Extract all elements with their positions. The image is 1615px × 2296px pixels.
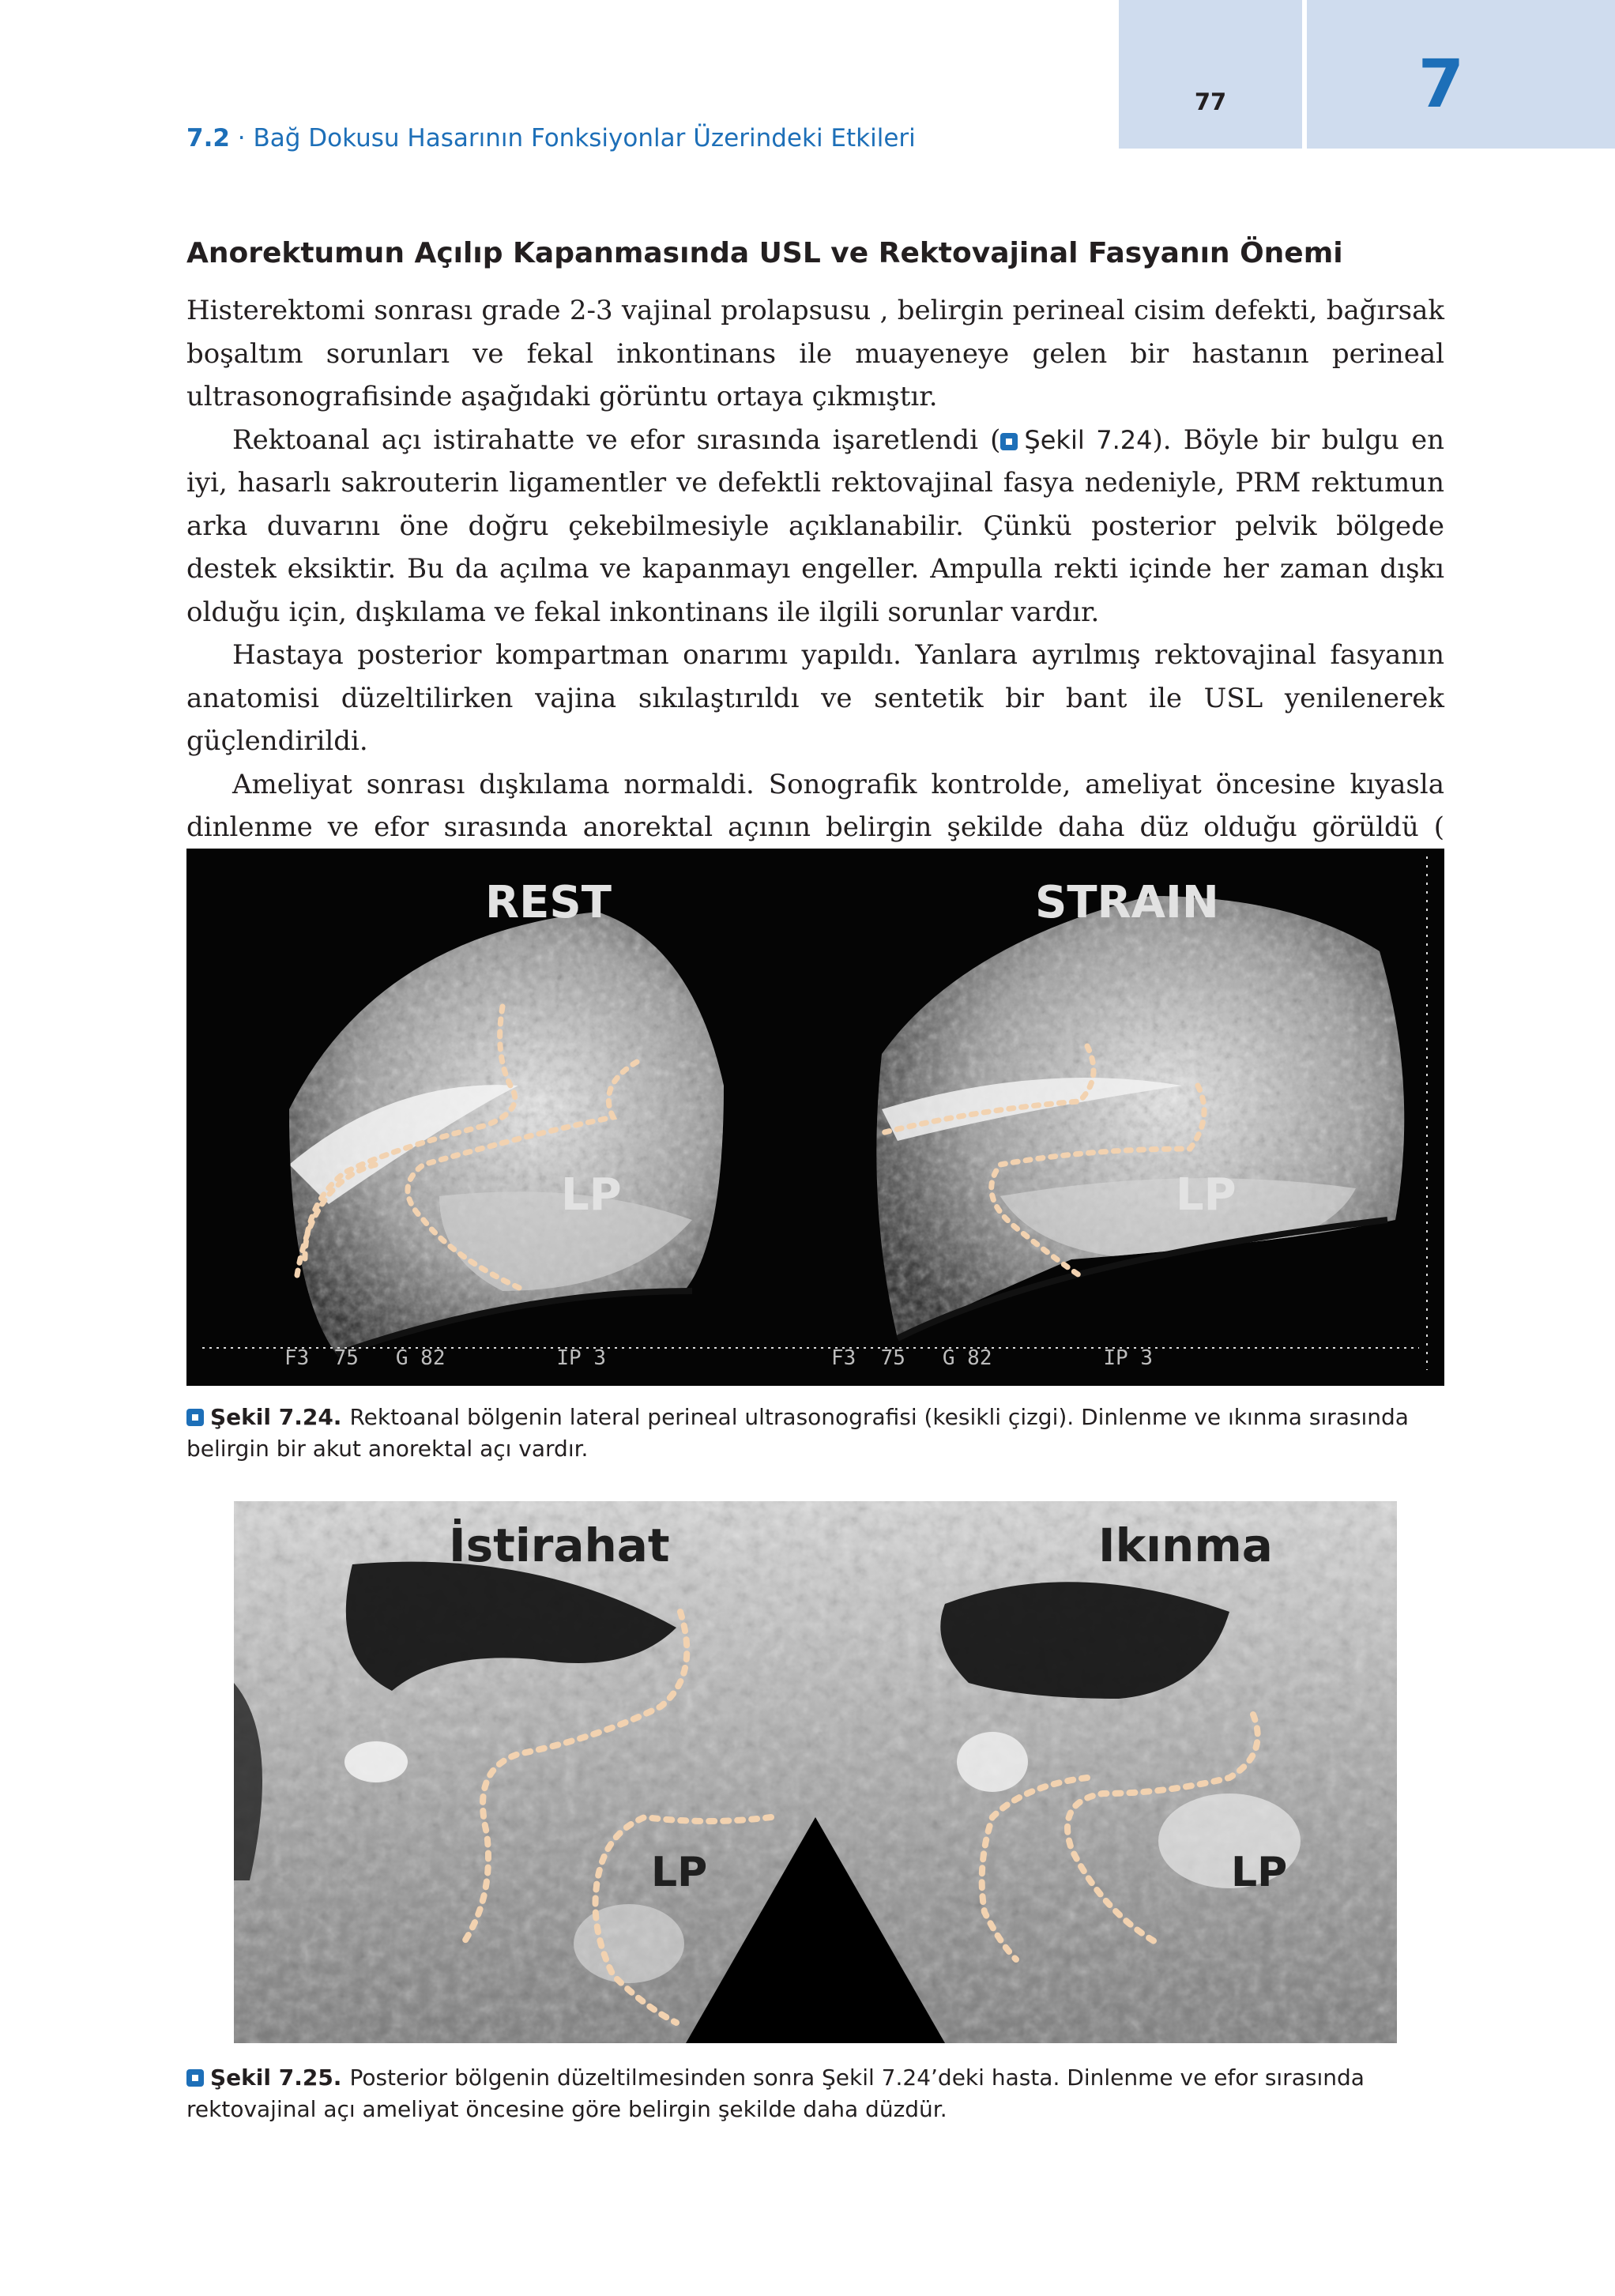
figure-7-24-caption [186, 1402, 1444, 1465]
running-header [186, 124, 916, 152]
page-number: 77 [1194, 88, 1227, 115]
figure-ref-icon [1000, 433, 1018, 450]
section-heading: Anorektumun Açılıp Kapanmasında USL ve Rektovajinal Fasyanın Önemi [186, 237, 1343, 269]
header-separator: · [229, 124, 254, 152]
page-number-tab [1119, 0, 1302, 149]
label-lp-right: LP [1176, 1169, 1237, 1221]
chapter-number: 7 [1417, 45, 1465, 122]
figure-caption-icon [186, 2069, 204, 2087]
ultrasound-image-rest-strain-postop [234, 1501, 1397, 2043]
figure-7-24-ultrasound [186, 849, 1444, 1386]
figure-ref-label: Şekil 7.24 [1024, 424, 1153, 455]
paragraph-2-end: ). Böyle bir bulgu en iyi, hasarlı sakrouterin ligamentler ve defektli rektovajinal fasya nedeniyle, PRM rektumun arka duvarını öne doğru çekebilmesiyle açıklanabilir. Çünkü posterior pelvik bölgede destek eksiktir. Bu da açılma ve kapanmayı engeller. Ampulla rekti içinde her zaman dışkı olduğu için, dışkılama ve fekal inkontinans ile ilgili sorunlar vardır. [186, 423, 1445, 628]
paragraph-3: Hastaya posterior kompartman onarımı yapıldı. Yanlara ayrılmış rektovajinal fasyanın anatomisi düzeltilirken vajina sıkılaştırıldı ve sentetik bir bant ile USL yenilenerek güçlendirildi. [186, 639, 1444, 757]
scale-text-right: F3 75 G 82 IP 3 [831, 1346, 1153, 1370]
caption-figure-number: Şekil 7.25. [210, 2065, 342, 2091]
label-rest: REST [485, 877, 612, 928]
label-lp-left: LP [561, 1169, 622, 1221]
figure-ref-7-24[interactable] [1000, 425, 1152, 455]
section-number: 7.2 [186, 124, 230, 152]
paragraph-2-start: Rektoanal açı istirahatte ve efor sırasında işaretlendi ( [232, 423, 1001, 456]
figure-7-25-caption [186, 2062, 1444, 2125]
section-title: Bağ Dokusu Hasarının Fonksiyonlar Üzerindeki Etkileri [253, 124, 916, 152]
figure-7-25-ultrasound [234, 1501, 1397, 2043]
figure-caption-icon [186, 1409, 204, 1426]
label-lp-left: LP [651, 1849, 708, 1896]
ultrasound-image-rest-strain [186, 849, 1444, 1386]
label-lp-right: LP [1231, 1849, 1288, 1896]
label-ikinma: Ikınma [1098, 1519, 1273, 1572]
paragraph-1: Histerektomi sonrası grade 2-3 vajinal prolapsusu , belirgin perineal cisim defekti, bağırsak boşaltım sorunları ve fekal inkontinans ile muayeneye gelen bir hastanın perineal ultrasonografisinde aşağıdaki görüntu ortaya çıkmıştır. [186, 295, 1444, 412]
paragraph-2 [186, 419, 1444, 634]
paragraph-4-start: Ameliyat sonrası dışkılama normaldi. Sonografik kontrolde, ameliyat öncesine kıyasla dinlenme ve efor sırasında anorektal açının belirgin şekilde daha düz olduğu görüldü ( [186, 768, 1444, 843]
label-strain: STRAIN [1035, 877, 1219, 928]
caption-text: Rektoanal bölgenin lateral perineal ultrasonografisi (kesikli çizgi). Dinlenme ve ıkınma sırasında belirgin bir akut anorektal açı vardır. [186, 1404, 1409, 1462]
body-text [186, 289, 1444, 892]
caption-text: Posterior bölgenin düzeltilmesinden sonra Şekil 7.24’deki hasta. Dinlenme ve efor sırasında rektovajinal açı ameliyat öncesine göre belirgin şekilde daha düzdür. [186, 2065, 1365, 2122]
scale-text-left: F3 75 G 82 IP 3 [284, 1346, 606, 1370]
label-istirahat: İstirahat [449, 1519, 670, 1572]
caption-figure-number: Şekil 7.24. [210, 1404, 342, 1430]
